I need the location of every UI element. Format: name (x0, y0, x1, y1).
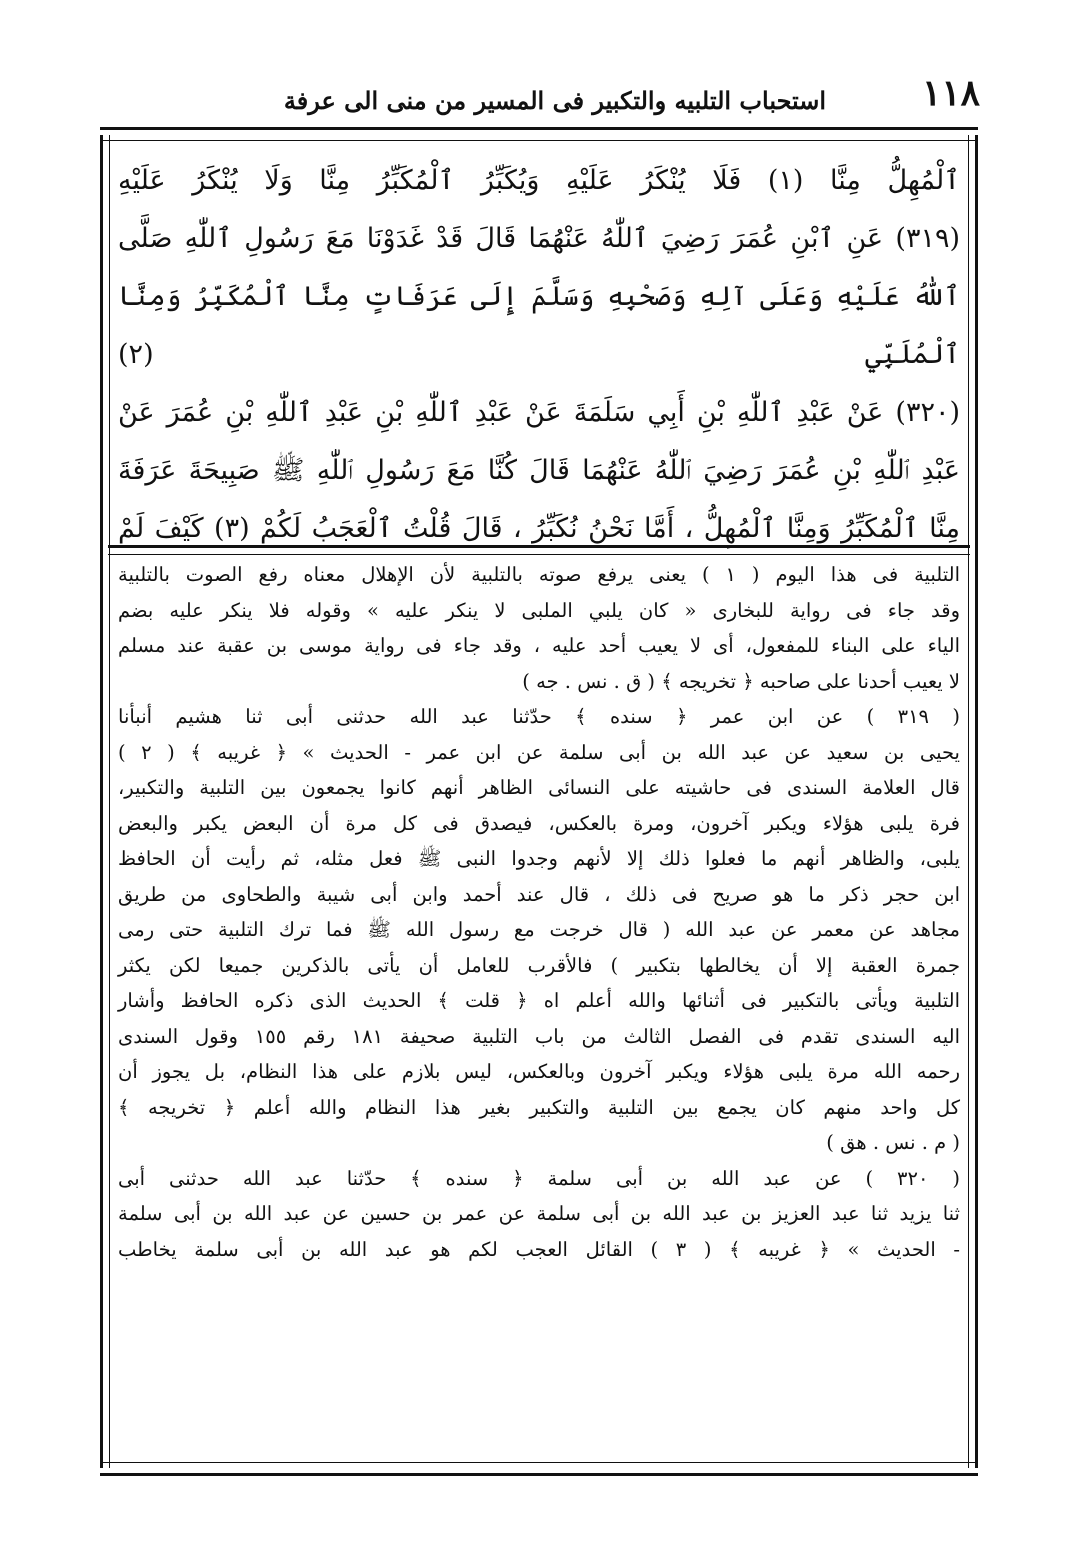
note-line: فرة يلبى هؤلاء ويكبر آخرون، ومرة بالعكس، فيصدق فى كل مرة أن البعض يكبر والبعض (118, 811, 960, 835)
note-line: التلبية ويأتى بالتكبير فى أثنائها والله أعلم اه ﴿ قلت ﴾ الحديث الذى ذكره الحافظ وأشار (118, 989, 960, 1012)
note-line: لا يعيب أحدنا على صاحبه ﴿ تخريجه ﴾ ( ق . نس . جه ) (522, 669, 960, 693)
note-line: يلبى، والظاهر أنهم ما فعلوا ذلك إلا لأنهم وجدوا النبى ﷺ فعل مثله، ثم رأيت أن الحافظ (118, 847, 960, 870)
hadith-line: ٱلْمُهِلُّ مِنَّا (١) فَلَا يُنْكَرُ عَلَيْهِ وَيُكَبِّرُ ٱلْمُكَبِّرُ مِنَّا وَلَا يُنْكَرُ عَلَيْهِ (118, 165, 960, 196)
note-line: - الحديث » ﴿ غريبه ﴾ ( ٣ ) القائل العجب لكم هو عبد الله بن أبى سلمة يخاطب (118, 1237, 960, 1261)
frame-bottom-rule (100, 1462, 978, 1476)
hadith-line: (٣١٩) عَنِ ٱبْنِ عُمَرَ رَضِيَ ٱللّٰهُ عَنْهُمَا قَالَ قَدْ غَدَوْنَا مَعَ رَسُولِ ٱللّٰهِ صَلَّى (118, 223, 960, 254)
note-line: مجاهد عن معمر عن عبد الله ( قال خرجت مع رسول الله ﷺ فما ترك التلبية حتى رمى (118, 918, 960, 941)
note-line: وقد جاء فى رواية للبخارى « كان يلبي الملبى لا ينكر عليه » وقوله فلا ينكر عليه بضم (118, 598, 960, 622)
page-header (100, 72, 980, 120)
note-line: التلبية فى هذا اليوم ( ١ ) يعنى يرفع صوته بالتلبية لأن الإهلال معناه رفع الصوت بالتلبية (118, 563, 960, 586)
note-line: ( ٣١٩ ) عن ابن عمر ﴿ سنده ﴾ حدّثنا عبد الله حدثنى أبى ثنا هشيم أنبأنا (118, 705, 960, 728)
note-line: اليه السندى تقدم فى الفصل الثالث من باب التلبية صحيفة ١٨١ رقم ١٥٥ وقول السندى (118, 1024, 960, 1048)
frame-right-rule (968, 135, 978, 1468)
hadith-line: (٣٢٠) عَنْ عَبْدِ ٱللّٰهِ بْنِ أَبِي سَلَمَةَ عَنْ عَبْدِ ٱللّٰهِ بْنِ عَبْدِ ٱللّٰهِ بْنِ عُمَرَ عَنْ (118, 397, 960, 428)
page-frame (100, 127, 978, 1476)
note-line: جمرة العقبة إلا أن يخالطها بتكبير ) فالأقرب للعامل أن يأتى بالذكرين جميعا لكن يكثر (118, 953, 960, 977)
running-title: استحباب التلبيه والتكبير فى المسير من منى الى عرفة (283, 86, 827, 115)
note-line: ( ٣٢٠ ) عن عبد الله بن أبى سلمة ﴿ سنده ﴾ حدّثنا عبد الله حدثنى أبى (118, 1166, 960, 1190)
note-line: رحمه الله مرة يلبى هؤلاء ويكبر آخرون وبالعكس، ليس بلازم على هذا النظام، بل يجوز أن (118, 1060, 960, 1083)
note-line: ابن حجر ذكر ما هو صريح فى ذلك ، قال عند أحمد وابن أبى شيبة والطحاوى من طريق (118, 882, 960, 906)
note-line: يحيى بن سعيد عن عبد الله بن أبى سلمة عن ابن عمر - الحديث » ﴿ غريبه ﴾ ( ٢ ) (118, 740, 960, 764)
note-line: ثنا يزيد ثنا عبد العزيز بن عبد الله بن أبى سلمة عن عمر بن حسين عن عبد الله بن أبى سلمة (118, 1202, 960, 1225)
note-line: كل واحد منهم كان يجمع بين التلبية والتكبير بغير هذا النظام والله أعلم ﴿ تخريجه ﴾ (118, 1095, 960, 1119)
hadith-line: مِنَّا ٱلْمُكَبِّرُ وَمِنَّا ٱلْمُهِلُّ ، أَمَّا نَحْنُ نُكَبِّرُ ، قَالَ قُلْتُ ٱلْعَجَبُ لَكُمْ (٣) كَيْفَ لَمْ (118, 513, 960, 544)
page-number: ١١٨ (921, 72, 980, 114)
note-line: ( م . نس . هق ) (826, 1131, 960, 1154)
frame-top-rule (100, 127, 978, 141)
hadith-line: عَبْدِ ٱللّٰهِ بْنِ عُمَرَ رَضِيَ ٱللّٰهُ عَنْهُمَا قَالَ كُنَّا مَعَ رَسُولِ ٱللّٰهِ ﷺ صَبِيحَةَ عَرَفَةَ (118, 455, 960, 486)
commentary-notes (118, 557, 960, 1477)
footnote-divider (108, 545, 970, 555)
hadith-line: ٱللّٰهُ عَلَيْهِ وَعَلَى آلِهِ وَصَحْبِهِ وَسَلَّمَ إِلَى عَرَفَاتٍ مِنَّا ٱلْمُكَبِّرُ وَمِنَّا ٱلْمُلَبِّي (٢) (118, 281, 960, 370)
note-line: قال العلامة السندى فى حاشيته على النسائى الظاهر أنهم كانوا يجمعون بين التلبية والتكبير، (118, 776, 960, 799)
hadith-text (118, 152, 960, 552)
note-line: الياء على البناء للمفعول، أى لا يعيب أحد عليه ، وقد جاء فى رواية موسى بن عقبة عند مسلم (118, 634, 960, 657)
frame-left-rule (100, 135, 110, 1468)
